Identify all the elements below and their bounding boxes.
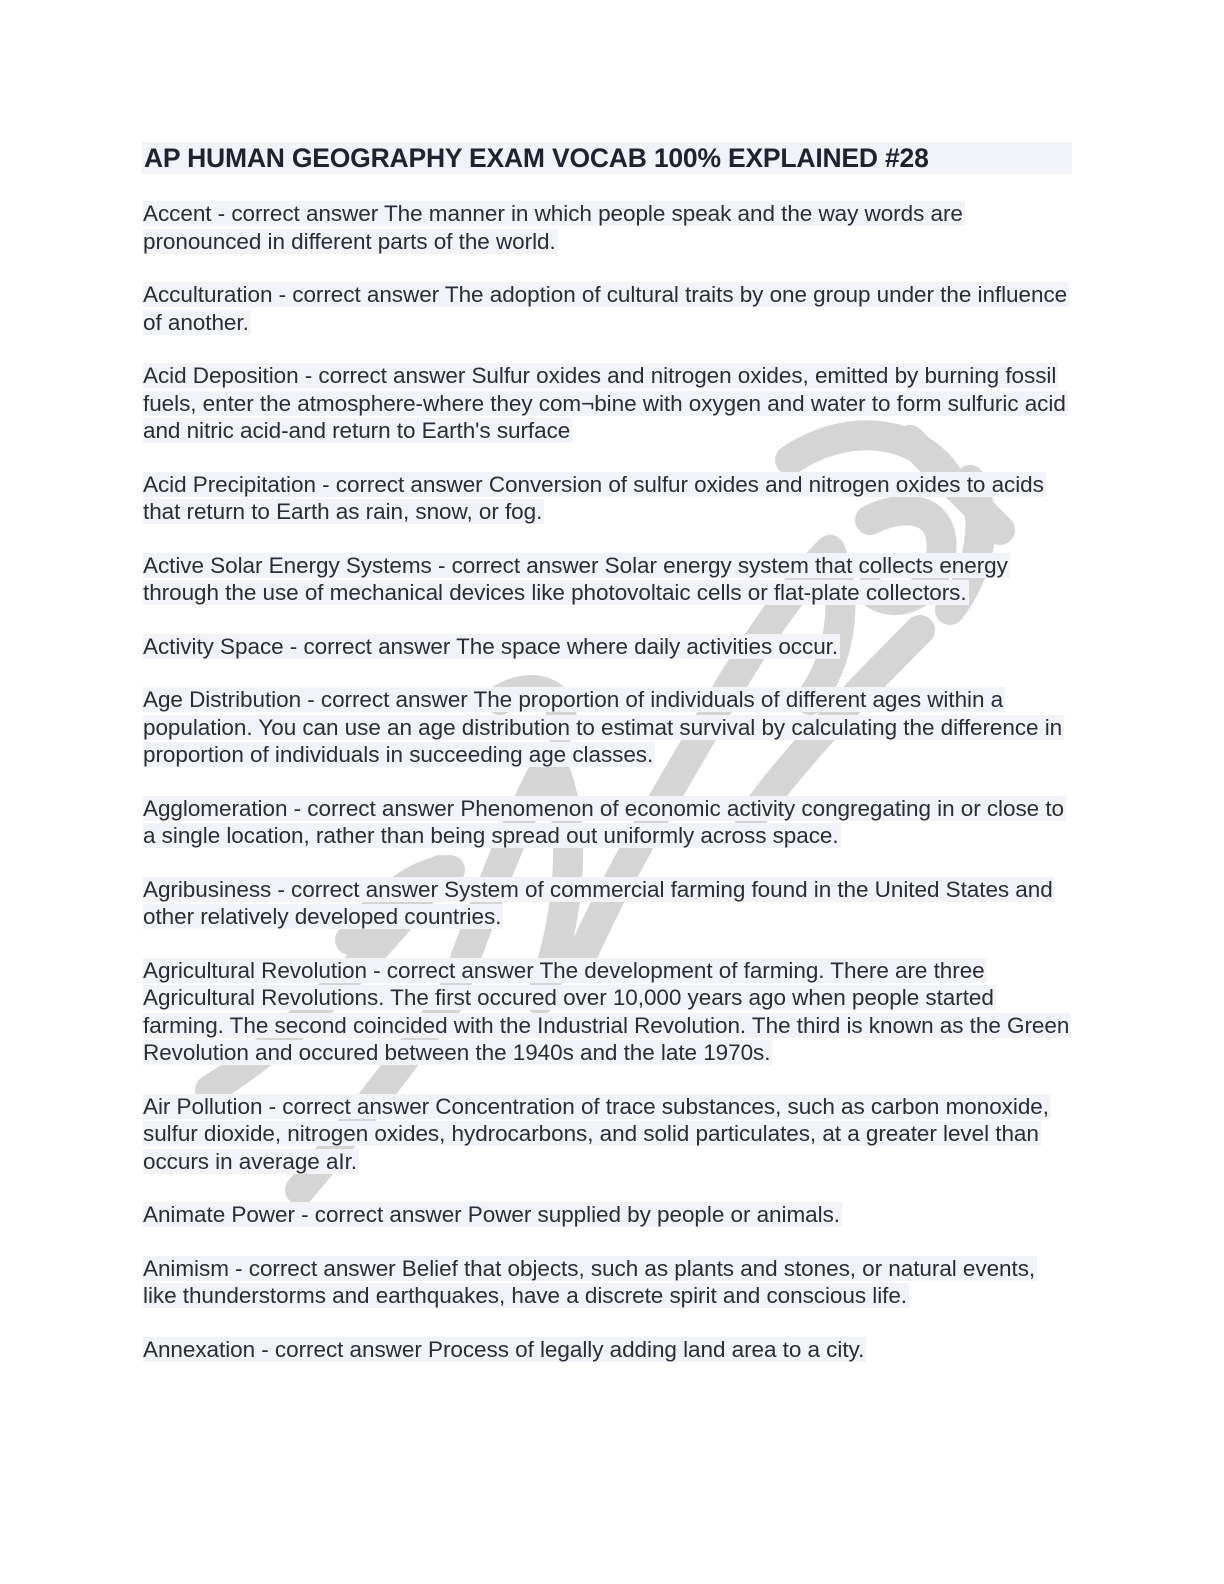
entry-text: Active Solar Energy Systems - correct answer Solar energy system that collects energy through the use of mechanical devices like photovoltaic cells or flat-plate collectors. (143, 552, 1008, 605)
vocab-entry-acid-precipitation (142, 471, 1074, 526)
entry-text: Age Distribution - correct answer The proportion of individuals of different ages within a population. You can use an age distribution to estimat survival by calculating the difference in proportion of individuals in succeeding age classes. (143, 687, 1063, 767)
vocab-entry-agricultural-revolution (142, 957, 1074, 1067)
document-title: AP HUMAN GEOGRAPHY EXAM VOCAB 100% EXPLAINED #28 (142, 142, 1072, 174)
vocab-entry-agribusiness (142, 876, 1074, 931)
entry-text: Accent - correct answer The manner in which people speak and the way words are pronounced in different parts of the world. (143, 201, 963, 254)
entry-text: Acculturation - correct answer The adoption of cultural traits by one group under the influence of another. (143, 282, 1068, 335)
entry-text: Acid Precipitation - correct answer Conversion of sulfur oxides and nitrogen oxides to acids that return to Earth as rain, snow, or fog. (143, 471, 1044, 524)
entry-text: Animate Power - correct answer Power supplied by people or animals. (143, 1202, 840, 1227)
entry-text: Air Pollution - correct answer Concentration of trace substances, such as carbon monoxide, sulfur dioxide, nitrogen oxides, hydrocarbons, and solid particulates, at a greater level than occurs in average aIr. (143, 1093, 1049, 1174)
vocab-entry-air-pollution (142, 1093, 1074, 1176)
entry-text: Animism - correct answer Belief that objects, such as plants and stones, or natural events, like thunderstorms and earthquakes, have a discrete spirit and conscious life. (143, 1255, 1036, 1308)
vocab-entry-accent (142, 200, 1074, 255)
entry-text: Activity Space - correct answer The space where daily activities occur. (143, 633, 839, 659)
vocab-entry-animate-power (142, 1201, 1074, 1229)
entry-text: Acid Deposition - correct answer Sulfur oxides and nitrogen oxides, emitted by burning fossil fuels, enter the atmosphere-where they com¬bine with oxygen and water to form sulfuric acid and nitric acid-and return to Earth's surface (143, 363, 1066, 443)
vocab-entry-active-solar-energy-systems (142, 552, 1074, 607)
vocab-entry-age-distribution (142, 686, 1074, 769)
vocab-entry-acid-deposition (142, 362, 1074, 445)
vocab-entry-annexation (142, 1336, 1074, 1364)
entry-text: Agglomeration - correct answer Phenomenon of economic activity congregating in or close to a single location, rather than being spread out uniformly across space. (143, 795, 1064, 848)
document-page (142, 142, 1074, 1389)
vocab-entry-agglomeration (142, 795, 1074, 850)
entry-text: Annexation - correct answer Process of legally adding land area to a city. (143, 1336, 865, 1362)
entry-text: Agribusiness - correct answer System of commercial farming found in the United States and other relatively developed countries. (143, 876, 1053, 929)
vocab-entry-animism (142, 1255, 1074, 1310)
entry-text: Agricultural Revolution - correct answer The development of farming. There are three Agricultural Revolutions. The first occured over 10,000 years ago when people started farming. The second coincided with the Industrial Revolution. The third is known as the Green Revolution and occured between the 1940s and the late 1970s. (143, 957, 1070, 1065)
vocab-entry-activity-space (142, 633, 1074, 661)
vocab-entry-acculturation (142, 281, 1074, 336)
